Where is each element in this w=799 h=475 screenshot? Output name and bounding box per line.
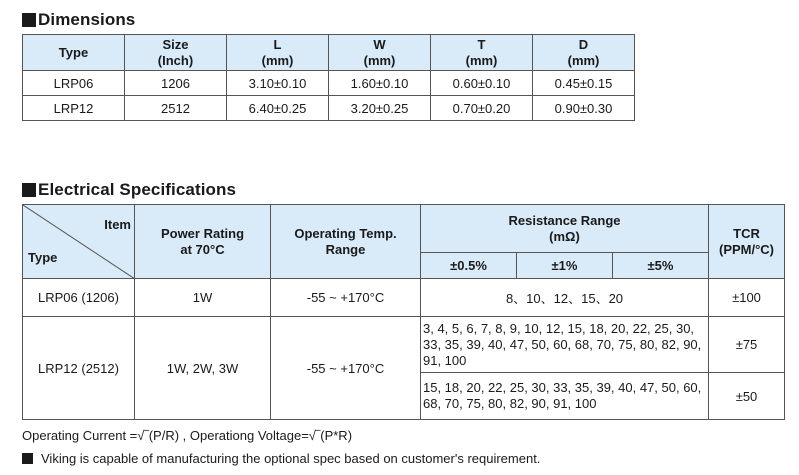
dim-cell: 1.60±0.10 [329, 71, 431, 96]
dim-cell: 0.90±0.30 [533, 96, 635, 121]
dim-cell: 1206 [125, 71, 227, 96]
dim-header-type: Type [23, 35, 125, 71]
header-power-rating: Power Rating at 70°C [135, 205, 271, 279]
dimensions-title-text: Dimensions [38, 10, 136, 29]
tcr-cell: ±75 [709, 317, 785, 373]
dim-cell: 0.45±0.15 [533, 71, 635, 96]
resistance-cell: 3, 4, 5, 6, 7, 8, 9, 10, 12, 15, 18, 20, 22, 25, 30, 33, 35, 39, 40, 47, 50, 60, 68, 70, 75, 80, 82, 90, 91, 100 [421, 317, 709, 373]
table-row [23, 279, 785, 317]
square-bullet-icon [22, 13, 36, 27]
table-row [23, 317, 785, 373]
capability-note [22, 451, 540, 466]
dim-cell: LRP12 [23, 96, 125, 121]
temp-cell: -55 ~ +170°C [271, 317, 421, 420]
header-operating-temp: Operating Temp. Range [271, 205, 421, 279]
tcr-cell: ±50 [709, 373, 785, 420]
type-cell: LRP06 (1206) [23, 279, 135, 317]
dim-cell: 3.10±0.10 [227, 71, 329, 96]
dim-cell: LRP06 [23, 71, 125, 96]
item-type-header [23, 205, 135, 279]
tcr-cell: ±100 [709, 279, 785, 317]
power-cell: 1W [135, 279, 271, 317]
electrical-header-row [23, 205, 785, 253]
temp-cell: -55 ~ +170°C [271, 279, 421, 317]
dimensions-title [22, 10, 135, 30]
resistance-cell: 8、10、12、15、20 [421, 279, 709, 317]
dim-header-t: T (mm) [431, 35, 533, 71]
header-type: Type [28, 250, 58, 265]
dim-header-w: W (mm) [329, 35, 431, 71]
table-row [23, 71, 635, 96]
dim-cell: 3.20±0.25 [329, 96, 431, 121]
type-cell: LRP12 (2512) [23, 317, 135, 420]
header-item: Item [104, 217, 131, 232]
electrical-title-text: Electrical Specifications [38, 180, 237, 199]
operating-formula-footnote: Operating Current =√‾(P/R) , Operationg Voltage=√‾(P*R) [22, 428, 353, 443]
capability-note-text: Viking is capable of manufacturing the optional spec based on customer's requirement. [41, 451, 541, 466]
square-bullet-icon [22, 183, 36, 197]
square-bullet-icon [22, 453, 33, 464]
header-tol-1: ±1% [517, 253, 613, 279]
header-resistance-range: Resistance Range (mΩ) [421, 205, 709, 253]
dim-cell: 6.40±0.25 [227, 96, 329, 121]
header-tol-0-5: ±0.5% [421, 253, 517, 279]
dimensions-header-row [23, 35, 635, 71]
resistance-cell: 15, 18, 20, 22, 25, 30, 33, 35, 39, 40, 47, 50, 60, 68, 70, 75, 80, 82, 90, 91, 100 [421, 373, 709, 420]
header-tol-5: ±5% [613, 253, 709, 279]
dim-header-size: Size (Inch) [125, 35, 227, 71]
header-tcr: TCR (PPM/°C) [709, 205, 785, 279]
table-row [23, 96, 635, 121]
dim-header-l: L (mm) [227, 35, 329, 71]
dim-header-d: D (mm) [533, 35, 635, 71]
dim-cell: 0.60±0.10 [431, 71, 533, 96]
power-cell: 1W, 2W, 3W [135, 317, 271, 420]
dim-cell: 0.70±0.20 [431, 96, 533, 121]
dimensions-table [22, 34, 635, 121]
electrical-title [22, 180, 236, 200]
dim-cell: 2512 [125, 96, 227, 121]
electrical-table [22, 204, 785, 420]
